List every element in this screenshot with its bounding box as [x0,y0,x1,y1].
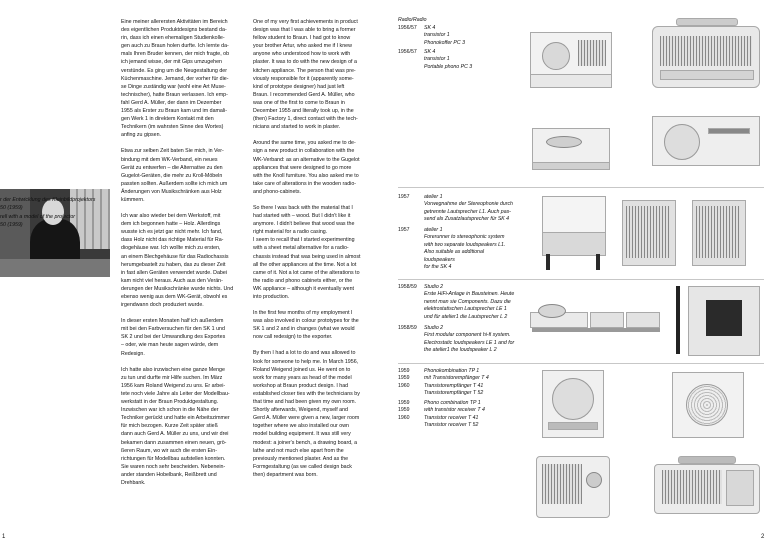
catalog-entry: 1959 1959 1960 Phonokombination TP 1 mit Transistorempfänger T 4 Transistorempfänger T 41 Transistorempfänger T 52 [398,368,489,397]
pc3-image [528,98,616,178]
catalog-entry: 1957 atelier 1 Vorwegnahme der Stereophonie durch getrennte Lautsprecher L1. Auch pas- send als Zusatzlautsprecher für SK 4 [398,194,513,223]
paragraph: Ich hatte also inzwischen eine ganze Menge zu tun und durfte mir Hilfe suchen. Im März 1956 kam Roland Weigend zu uns. Er arbei- tete noch viele Jahre als Leiter der Modellbau- werkstatt in der Braun Produktgestaltung. Inzwischen war ich schon in die Nähe der Techniker gerückt und hatte ein Arbeitszimmer für mich bezogen. Kurze Zeit später stieß dann auch Gerd A. Müller zu uns, und wir drei bekamen dann zusammen einen neuen, grö- ßeren Raum, wo wir auch die ersten Ein- richtungen für Modellbau aufstellen konnten. Sie waren noch sehr bescheiden. Nebenein- ander standen Hobelbank, Reißbrett und Drehbank. [121,366,230,486]
catalog-entry: 1956/57 SK 4 transistor 1 Phonokoffer PC 3 [398,25,465,46]
text-column-en [253,18,373,487]
photo-caption-en: rell with a model of the projector 50 (1959) [0,214,76,229]
text-column-de [121,18,239,495]
sk4-phono-image [528,14,616,98]
page-number-left: 1 [2,534,6,540]
catalog-entry: 1958/59 Studio 2 Erste HiFi-Anlage in Bausteinen. Heute nennt man sie Components. Dazu die elektrostatischen Lautsprecher LE 1 und für atelier1 die Lautsprecher L 2 [398,284,515,320]
t41-image [528,446,616,530]
tp1-image [528,366,616,446]
page-number-right: 2 [761,534,765,540]
paragraph: Etwa zur selben Zeit baten Sie mich, in Ver- bindung mit dem WK-Verband, ein neues Gerät zu entwerfen – die Alternative zu den Gugelot-Geräten, die mehr zu Kroll-Möbeln passten sollten. Außerdem sollte ich mich um Änderungen von Musikschränken aus Holz kümmern. [121,148,228,203]
divider [398,187,764,188]
paragraph: In dieser ersten Monaten half ich außerdem mit bei den Farbversuchen für den SK 1 und SK 2 und bei der Umwandlung des Exportes – oder, wie man heute sagen würde, dem Redesign. [121,318,226,357]
t4-image [648,366,764,446]
catalog-entry: 1958/59 Studio 2 First modular component hi-fi system. Electrostatic loudspeakers LE 1 and for the atelier1 the loudspeaker L 2 [398,325,515,354]
catalog-entry: 1957 atelier 1 Forerunner to stereophonic system with two separate loudspeakers L1. Also suitable as additional loudspeakers for the SK 4 [398,227,506,271]
paragraph: Ich war also wieder bei dem Werkstoff, mit dem ich begonnen hatte – Holz. Allerdings wusste ich es jetzt gar nicht mehr. Ich fand, dass Holz nicht das richtige Material für Ra- diogehäuse war. Ich wollte mich zu ersten, an einem Blechgehäuse für das Radiochassis herumgebastelt zu haben, das zu dieser Zeit in fast allen Geräten verwendet wurde. Dabei kam nicht viel heraus. Auch aus den Verän- derungen der Musikschränke wurde nichts. Und ebenso wenig aus dem WK-Gerät, obwohl es irgendwann doch produziert wurde. [121,213,234,309]
portable-radio-image [646,12,764,98]
paragraph: In the first few months of my employment I was also involved in colour prototypes for the SK 1 and 2 and in changes (what we would now call redesign) to the exporter. [253,310,359,341]
t52-image [648,446,764,530]
paragraph: Around the same time, you asked me to de- sign a new product in collaboration with the WK-Verband: as an alternative to the Gugelot appliances that were designed to go more with the Knoll furniture. You also asked me to take care of alterations in the wooden radio- and phono-cabinets. [253,140,360,195]
paragraph: One of my very first achievements in product design was that I was able to bring a former fellow student to Braun. I had got to know your brother Artur, who asked me if I knew anyone who understood how to work with plaster. It was to do with the new design of a kitchen appliance. The person that was pre- viously responsible for it (apparently some- kind of prototype designer) had just left Braun. I recommended Gerd A. Müller, who was one of the first to come to Braun in December 1955 and literally took up, in the (then) Factory 1, direct contact with the tech- nicians and started to work in plaster. [253,19,358,131]
divider [398,279,764,280]
catalog-entry: 1956/57 SK 4 transistor 1 Portable phono PC 3 [398,49,473,70]
paragraph: Eine meiner allerersten Aktivitäten im Bereich des eigentlichen Produktdesigns bestand da- rin, dass ich einen ehemaligen Studienkolle- gen auch zu Braun holen durfte. Ich lernte da- mals Ihren Bruder kennen, der mich fragte, ob ich jemand wisse, der mit Gips umzugehen verstünde. Es ging um die Neugestaltung der Küchenmaschine. Jemand, der vorher für die- se Dinge zuständig war (wohl eine Art Muse- technischer), hatte Braun verlassen. Ich emp- fahl Gerd A. Müller, der dann im Dezember 1955 als Erster zu Braun kam und im damali- gen Werk 1 in direktem Kontakt mit den Technikern (im wahrsten Sinne des Wortes) anfing zu gipsen. [121,19,230,139]
photo-caption-de-visible: r der Entwicklung des Kleinbildprojektors 50 (1959) [0,197,96,212]
paragraph: By then I had a lot to do and was allowed to look for someone to help me. In March 1956, Roland Weigend joined us. He went on to work for many years as head of the model workshop at Braun product design. I had established closer ties with the technicians by that time and had been given my own room. Shortly afterwards, Weigend, myself and Gerd A. Müller were given a new, larger room together where we also installed our own model building equipment. It was still very modest: a joiner's bench, a drawing board, a lathe and not much else apart from the previously mentioned plaster. And as the Formgestaltung (as we called design back then) department was born. [253,350,360,478]
divider [398,363,764,364]
catalog-entry: 1959 1959 1960 Phono combination TP 1 with transistor receiver T 4 Transistor receiver T 41 Transistor receiver T 52 [398,400,485,429]
catalog-header: Radio/Radio [398,17,427,23]
atelier-1-image [528,190,764,278]
studio-2-image [528,282,764,362]
phono-case-image [648,100,764,180]
paragraph: So there I was back with the material that I had started with – wood. But I didn't like it anymore. I didn't believe that wood was the right material for a radio casing. I seem to recall that I started experimenting with a sheet metal alternative for a radio- chassis instead that was being used in almost all the other appliances at the time. Not a lot came of it. Not a lot came of the alterations to the radio and phono cabinets either, or the WK appliance – although it eventually went into production. [253,204,361,300]
